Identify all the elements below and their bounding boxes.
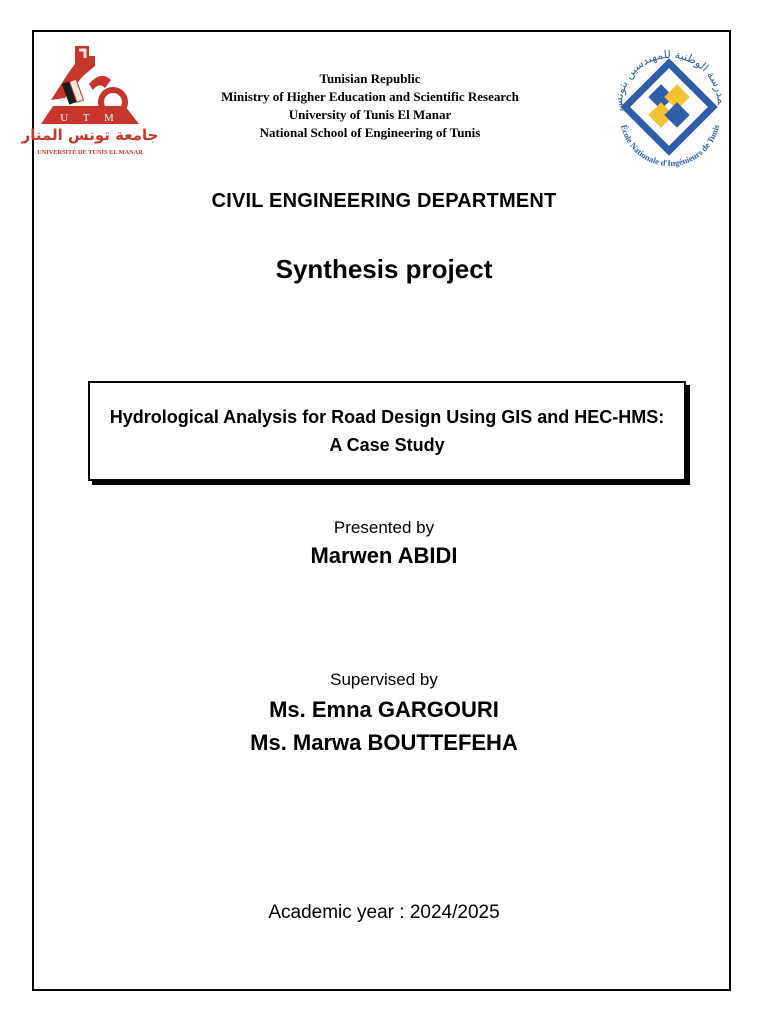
logo-arabic-text: جامعة تونس المنار [21, 126, 159, 144]
logo-block-4 [664, 102, 689, 127]
student-name: Marwen ABIDI [310, 543, 458, 568]
academic-year: Academic year : 2024/2025 [268, 902, 500, 923]
project-title-box [88, 381, 686, 481]
logo-arabic-arc: مدرسة الوطنية للمهندسين بتونس [611, 47, 729, 112]
school-logo [600, 40, 738, 180]
project-type-heading: Synthesis project [275, 254, 493, 284]
ministry-line: Ministry of Higher Education and Scientific Research [221, 89, 519, 104]
utm-logo-icon [21, 42, 159, 160]
logo-caption: UNIVERSITÉ DE TUNIS EL MANAR [37, 149, 143, 156]
enit-logo-icon [600, 40, 738, 180]
logo-letters: U T M [60, 112, 120, 124]
university-logo [21, 42, 159, 160]
presented-by-label: Presented by [333, 518, 435, 537]
supervised-by-label: Supervised by [330, 670, 438, 689]
department-heading: CIVIL ENGINEERING DEPARTMENT [211, 190, 557, 212]
country-line: Tunisian Republic [319, 71, 421, 86]
school-line: National School of Engineering of Tunis [259, 125, 481, 140]
logo-arc [89, 76, 111, 90]
university-line: University of Tunis El Manar [288, 107, 452, 122]
logo-diamond-frame [625, 63, 713, 151]
logo-caption-arc: École Nationale d'Ingénieurs de Tunis [618, 123, 722, 169]
project-title: Hydrological Analysis for Road Design Using GIS and HEC-HMS: A Case Study [109, 407, 665, 455]
supervisor-name: Ms. Marwa BOUTTEFEHA [250, 730, 518, 755]
supervisor-name: Ms. Emna GARGOURI [269, 697, 499, 722]
institution-header [170, 70, 570, 142]
